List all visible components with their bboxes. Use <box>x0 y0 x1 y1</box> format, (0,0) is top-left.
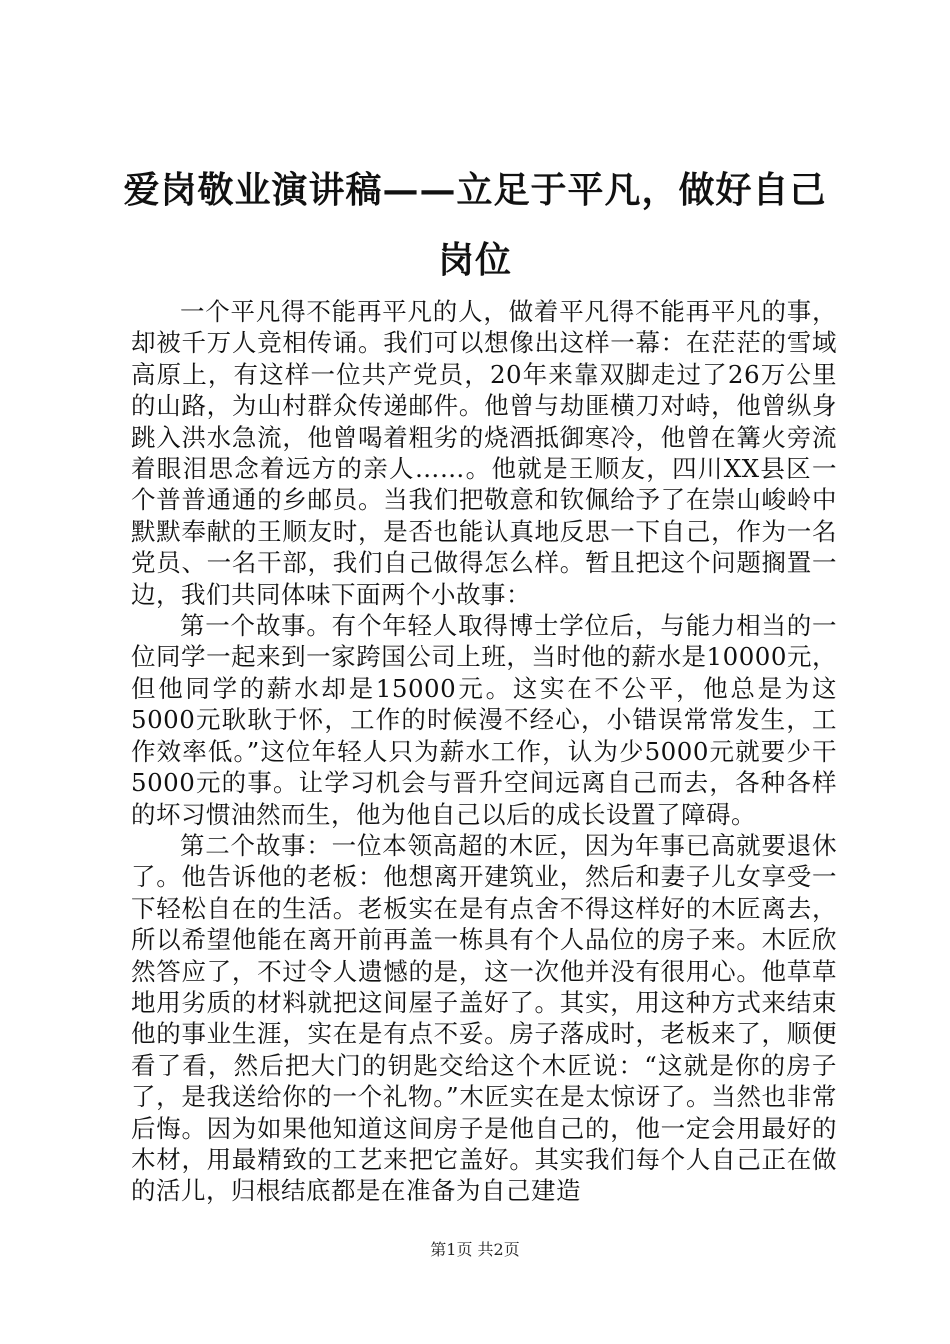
paragraph-intro: 一个平凡得不能再平凡的人，做着平凡得不能再平凡的事，却被千万人竞相传诵。我们可以想像出这样一幕：在茫茫的雪域高原上，有这样一位共产党员，20年来靠双脚走过了26万公里的山路，为山村群众传递邮件。他曾与劫匪横刀对峙，他曾纵身跳入洪水急流，他曾喝着粗劣的烧酒抵御寒冷，他曾在篝火旁流着眼泪思念着远方的亲人……。他就是王顺友，四川XX县区一个普普通通的乡邮员。当我们把敬意和钦佩给予了在崇山峻岭中默默奉献的王顺友时，是否也能认真地反思一下自己，作为一名党员、一名干部，我们自己做得怎么样。暂且把这个问题搁置一边，我们共同体味下面两个小故事： <box>131 297 837 609</box>
paragraph-story-two: 第二个故事：一位本领高超的木匠，因为年事已高就要退休了。他告诉他的老板：他想离开建筑业，然后和妻子儿女享受一下轻松自在的生活。老板实在是有点舍不得这样好的木匠离去，所以希望他能在离开前再盖一栋具有个人品位的房子来。木匠欣然答应了，不过令人遗憾的是，这一次他并没有很用心。他草草地用劣质的材料就把这间屋子盖好了。其实，用这种方式来结束他的事业生涯，实在是有点不妥。房子落成时，老板来了，顺便看了看，然后把大门的钥匙交给这个木匠说：“这就是你的房子了，是我送给你的一个礼物。”木匠实在是太惊讶了。当然也非常后悔。因为如果他知道这间房子是他自己的，他一定会用最好的木材，用最精致的工艺来把它盖好。其实我们每个人自己正在做的活儿，归根结底都是在准备为自己建造 <box>131 830 837 1206</box>
page-number-footer: 第1页 共2页 <box>430 1240 520 1259</box>
document-title: 爱岗敬业演讲稿——立足于平凡，做好自己岗位 <box>123 169 827 281</box>
paragraph-story-one: 第一个故事。有个年轻人取得博士学位后，与能力相当的一位同学一起来到一家跨国公司上班，当时他的薪水是10000元，但他同学的薪水却是15000元。这实在不公平，他总是为这5000元耿耿于怀，工作的时候漫不经心，小错误常常发生，工作效率低。”这位年轻人只为薪水工作，认为少5000元就要少干5000元的事。让学习机会与晋升空间远离自己而去，各种各样的坏习惯油然而生，他为他自己以后的成长设置了障碍。 <box>131 611 837 829</box>
document-body <box>131 296 837 1207</box>
